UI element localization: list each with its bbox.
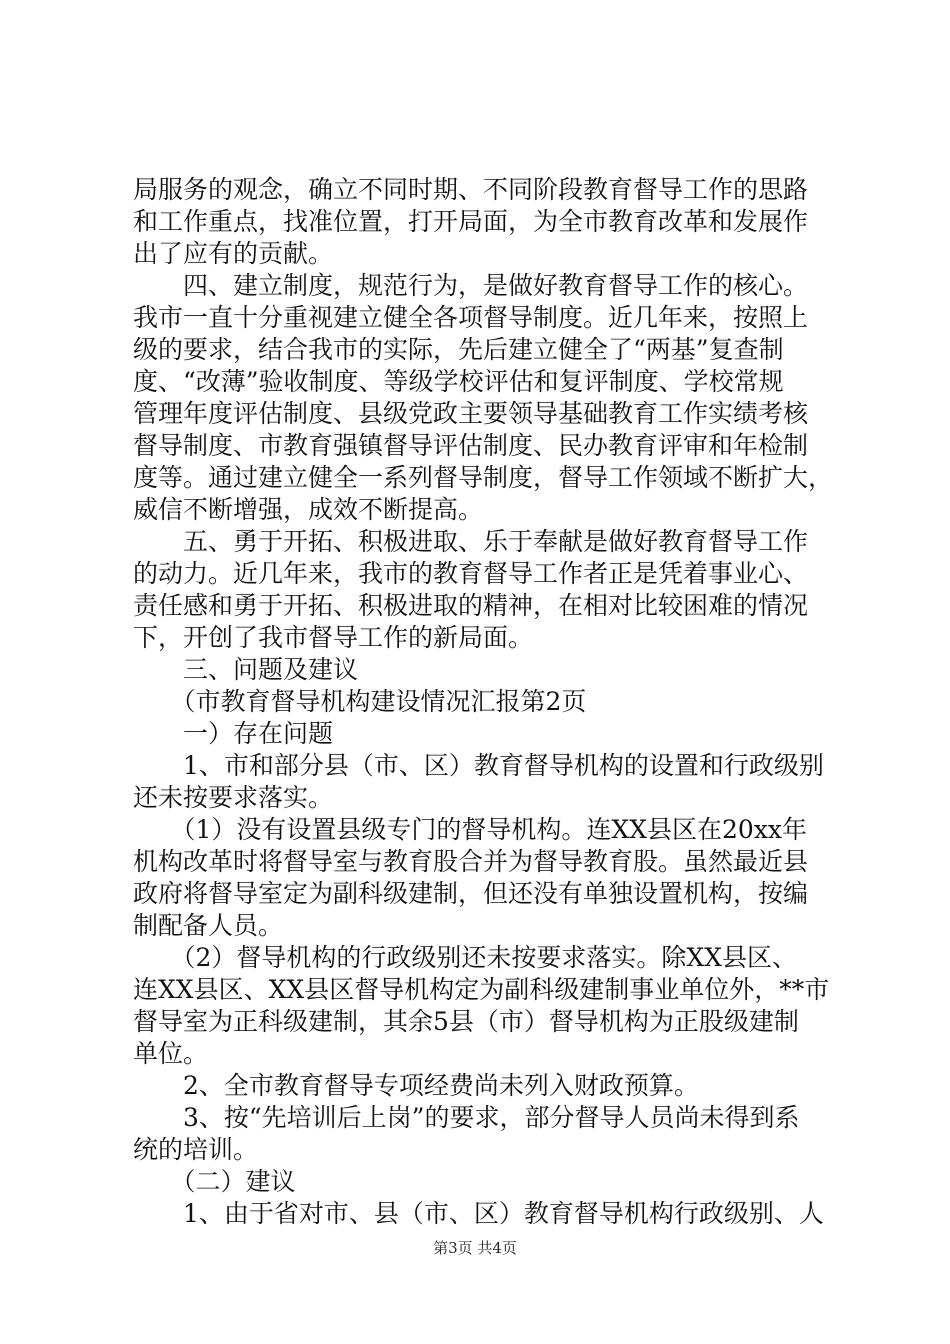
text-line: 1、由于省对市、县（市、区）教育督导机构行政级别、人 — [133, 1199, 824, 1228]
text-line: 管理年度评估制度、县级党政主要领导基础教育工作实绩考核 — [133, 399, 809, 428]
text-line: 四、建立制度，规范行为，是做好教育督导工作的核心。 — [133, 271, 809, 300]
text-line: 五、勇于开拓、积极进取、乐于奉献是做好教育督导工作 — [133, 527, 809, 556]
page-footer: 第3页 共4页 — [433, 1239, 517, 1257]
text-line: 责任感和勇于开拓、积极进取的精神，在相对比较困难的情况 — [133, 591, 809, 620]
text-line: （1）没有设置县级专门的督导机构。连XX县区在20xx年 — [133, 815, 808, 844]
text-line: 督导制度、市教育强镇督导评估制度、民办教育评审和年检制 — [133, 431, 809, 460]
text-line: 局服务的观念，确立不同时期、不同阶段教育督导工作的思路 — [133, 175, 809, 204]
text-line: 连XX县区、XX县区督导机构定为副科级建制事业单位外，**市 — [133, 975, 830, 1004]
text-line: 的动力。近几年来，我市的教育督导工作者正是凭着事业心、 — [133, 559, 809, 588]
text-line: 一）存在问题 — [133, 719, 334, 748]
text-line: 1、市和部分县（市、区）教育督导机构的设置和行政级别 — [133, 751, 824, 780]
text-line: （二）建议 — [133, 1167, 296, 1196]
text-line: 出了应有的贡献。 — [133, 239, 334, 268]
text-line: 威信不断增强，成效不断提高。 — [133, 495, 484, 524]
text-line: 2、全市教育督导专项经费尚未列入财政预算。 — [133, 1071, 699, 1100]
text-line: 督导室为正科级建制，其余5县（市）督导机构为正股级建制 — [133, 1007, 799, 1036]
text-line: 单位。 — [133, 1039, 209, 1068]
text-line: （市教育督导机构建设情况汇报第2页 — [133, 687, 587, 716]
text-line: 统的培训。 — [133, 1135, 259, 1164]
document-body — [133, 174, 833, 1230]
text-line: 度等。通过建立健全一系列督导制度，督导工作领域不断扩大， — [133, 463, 834, 492]
text-line: 级的要求，结合我市的实际，先后建立健全了“两基”复查制 — [133, 335, 784, 364]
text-line: 政府将督导室定为副科级建制，但还没有单独设置机构，按编 — [133, 879, 809, 908]
text-line: 三、问题及建议 — [133, 655, 359, 684]
text-line: （2）督导机构的行政级别还未按要求落实。除XX县区、 — [133, 943, 798, 972]
text-line: 和工作重点，找准位置，打开局面，为全市教育改革和发展作 — [133, 207, 809, 236]
text-line: 我市一直十分重视建立健全各项督导制度。近几年来，按照上 — [133, 303, 809, 332]
text-line: 下，开创了我市督导工作的新局面。 — [133, 623, 534, 652]
text-line: 还未按要求落实。 — [133, 783, 334, 812]
text-line: 度、“改薄”验收制度、等级学校评估和复评制度、学校常规 — [133, 367, 784, 396]
text-line: 制配备人员。 — [133, 911, 284, 940]
text-line: 机构改革时将督导室与教育股合并为督导教育股。虽然最近县 — [133, 847, 809, 876]
text-line: 3、按“先培训后上岗”的要求，部分督导人员尚未得到系 — [133, 1103, 800, 1132]
